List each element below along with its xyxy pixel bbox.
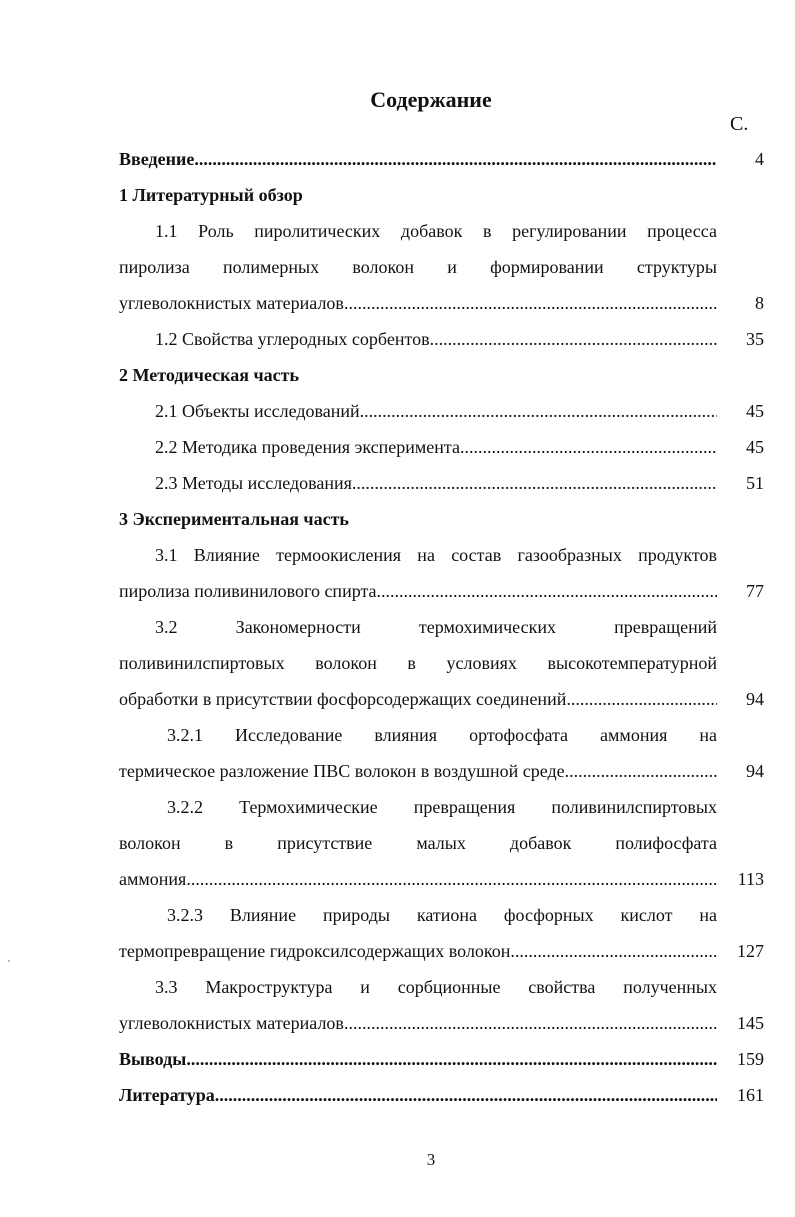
toc-line [119,573,717,609]
toc-entry-text: термопревращение гидроксилсодержащих волокон [119,941,511,961]
dot-leader [430,321,717,357]
dot-leader [186,1041,717,1077]
toc-entry-text: углеволокнистых материалов [119,293,344,313]
toc-entry-text: 2.2 Методика проведения эксперимента [155,437,460,457]
dot-leader [566,681,717,717]
dot-leader [510,933,717,969]
toc-entry-text: 1.1 Роль пиролитических добавок в регулировании процесса [155,221,717,241]
toc-entry-text: волокон в присутствие малых добавок полифосфата [119,833,717,853]
toc-entry-text: пиролиза полимерных волокон и формировании структуры [119,257,717,277]
toc-line [119,213,717,249]
toc-line [119,717,717,753]
toc-line [119,501,717,537]
dot-leader [460,429,717,465]
toc-entry-text: термическое разложение ПВС волокон в воздушной среде [119,761,565,781]
toc-line [119,429,717,465]
toc-entry [119,357,764,393]
toc-line [119,933,717,969]
toc-entry-text: 3.3 Макроструктура и сорбционные свойства полученных [155,977,717,997]
dot-leader [360,393,717,429]
toc-page-number: 159 [737,1049,764,1069]
page-column-label: С. [730,113,749,135]
dot-leader [352,465,717,501]
toc-entry [119,609,764,717]
toc-page-number: 77 [746,581,764,601]
toc-line [119,897,717,933]
toc-entry-text: углеволокнистых материалов [119,1013,344,1033]
dot-leader [215,1077,717,1113]
toc-page-number: 161 [737,1085,764,1105]
toc-entry-text: поливинилспиртовых волокон в условиях высокотемпературной [119,653,717,673]
toc-entry [119,213,764,321]
dot-leader [186,861,717,897]
toc-line [119,285,717,321]
toc-entry [119,141,764,177]
toc-entry-text: аммония [119,869,187,889]
dot-leader [344,1005,717,1041]
toc-entry-text: пиролиза поливинилового спирта [119,581,377,601]
toc-entry-text: обработки в присутствии фосфорсодержащих соединений [119,689,567,709]
toc-entry-text: Введение [119,149,195,169]
toc-page-number: 45 [746,401,764,421]
toc-page-number: 45 [746,437,764,457]
toc-entry [119,789,764,897]
toc-entry [119,1041,764,1077]
toc-page-number: 35 [746,329,764,349]
toc-entry-text: 3.2.1 Исследование влияния ортофосфата аммония на [167,725,717,745]
toc-line [119,609,717,645]
dot-leader [344,285,717,321]
toc-entry-text: 1 Литературный обзор [119,185,303,205]
toc-page-number: 127 [737,941,764,961]
toc-line [119,1005,717,1041]
toc-page-number: 51 [746,473,764,493]
toc-page-number: 94 [746,689,764,709]
toc-entry-text: 3.1 Влияние термоокисления на состав газообразных продуктов [155,545,717,565]
toc-line [119,357,717,393]
toc-page-number: 8 [755,293,764,313]
toc-line [119,177,717,213]
toc-entry-text: 3.2 Закономерности термохимических превращений [155,617,717,637]
toc-line [119,969,717,1005]
toc-entry [119,1077,764,1113]
page-title: Содержание [370,87,492,112]
toc-entry [119,393,764,429]
toc-page-number: 4 [755,149,764,169]
dot-leader [565,753,717,789]
toc-line [119,465,717,501]
toc-entry-text: 2.3 Методы исследования [155,473,352,493]
toc-entry [119,897,764,969]
table-of-contents [119,141,764,1113]
dot-leader [194,141,717,177]
toc-entry [119,465,764,501]
toc-line [119,753,717,789]
toc-line [119,537,717,573]
toc-entry [119,717,764,789]
toc-entry-text: 3.2.2 Термохимические превращения поливинилспиртовых [167,797,717,817]
toc-page-number: 94 [746,761,764,781]
toc-line [119,141,717,177]
toc-entry [119,177,764,213]
page-number: 3 [426,1150,436,1169]
toc-page-number: 113 [737,869,764,889]
scan-speck [8,960,10,962]
toc-entry [119,429,764,465]
toc-entry [119,501,764,537]
toc-entry-text: 2 Методическая часть [119,365,299,385]
toc-entry [119,321,764,357]
toc-line [119,249,717,285]
toc-entry-text: 3 Экспериментальная часть [119,509,349,529]
toc-page-number: 145 [737,1013,764,1033]
toc-line [119,789,717,825]
toc-line [119,861,717,897]
toc-line [119,645,717,681]
toc-entry-text: 3.2.3 Влияние природы катиона фосфорных кислот на [167,905,717,925]
toc-entry-text: Выводы [119,1049,187,1069]
toc-line [119,825,717,861]
toc-entry [119,969,764,1041]
dot-leader [377,573,717,609]
toc-line [119,321,717,357]
toc-line [119,1041,717,1077]
toc-entry-text: 1.2 Свойства углеродных сорбентов [155,329,430,349]
toc-entry [119,537,764,609]
toc-line [119,681,717,717]
toc-entry-text: 2.1 Объекты исследований [155,401,360,421]
toc-entry-text: Литература [119,1085,215,1105]
toc-line [119,393,717,429]
toc-line [119,1077,717,1113]
